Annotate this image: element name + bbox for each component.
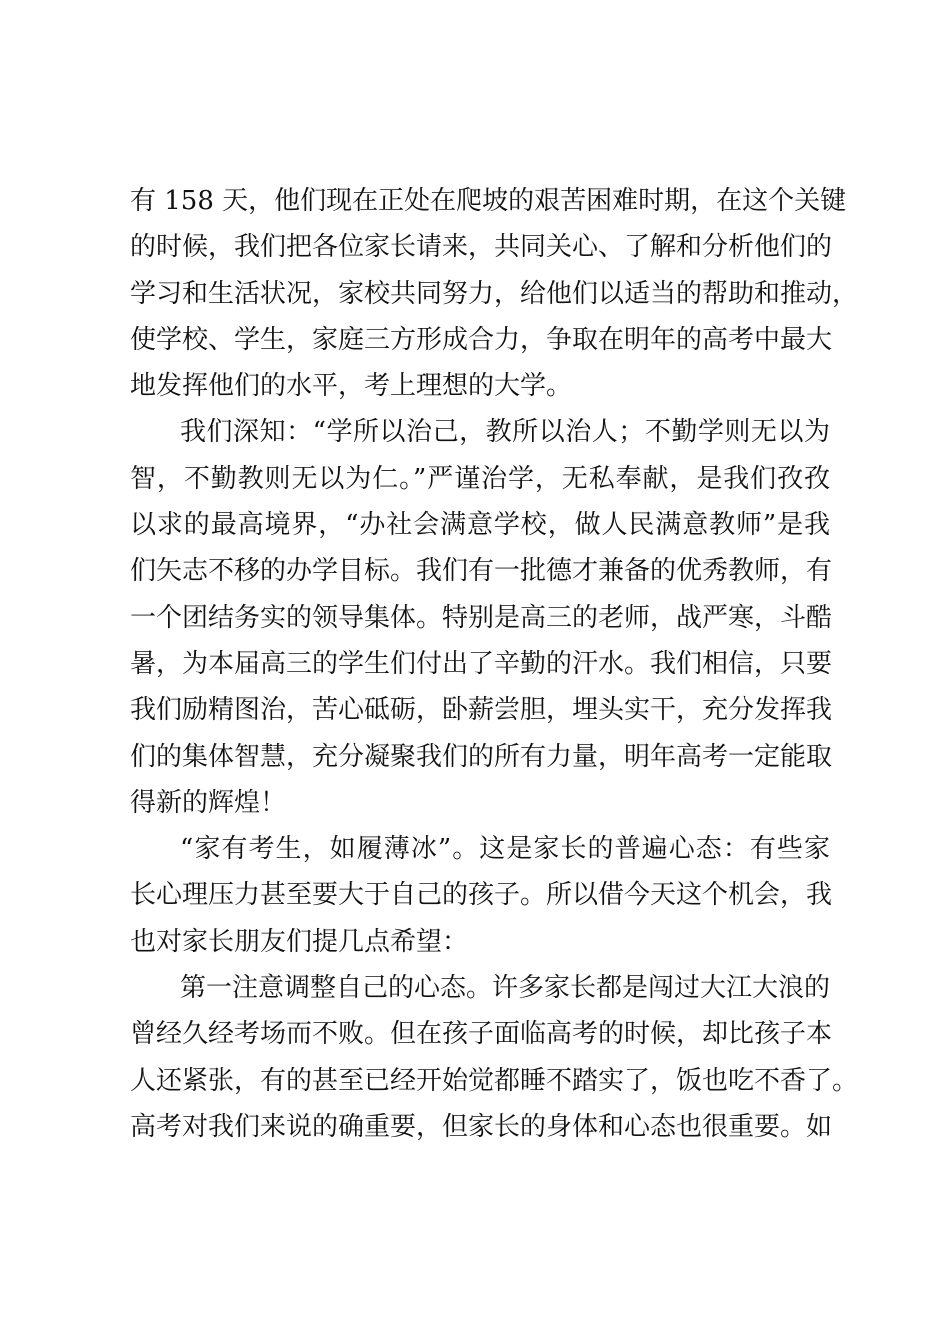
text-line: 人还紧张，有的甚至已经开始觉都睡不踏实了，饭也吃不香了。	[130, 1065, 859, 1096]
text-line: 的时候，我们把各位家长请来，共同关心、了解和分析他们的	[130, 232, 833, 263]
text-line: 地发挥他们的水平，考上理想的大学。	[130, 371, 573, 402]
text-line: 曾经久经考场而不败。但在孩子面临高考的时候，却比孩子本	[130, 1019, 833, 1050]
text-line: 长心理压力甚至要大于自己的孩子。所以借今天这个机会，我	[130, 880, 833, 911]
body-text	[130, 178, 859, 1150]
text-line: 暑，为本届高三的学生们付出了辛勤的汗水。我们相信，只要	[130, 648, 833, 679]
text-line: 智，不勤教则无以为仁。”严谨治学，无私奉献，是我们孜孜	[130, 463, 830, 494]
text-line: 们矢志不移的办学目标。我们有一批德才兼备的优秀教师，有	[130, 556, 833, 587]
text-line: 一个团结务实的领导集体。特别是高三的老师，战严寒，斗酷	[130, 602, 833, 633]
text-line: 高考对我们来说的确重要，但家长的身体和心态也很重要。如	[130, 1111, 833, 1142]
text-line: 也对家长朋友们提几点希望：	[130, 926, 469, 957]
text-line: 第一注意调整自己的心态。许多家长都是闯过大江大浪的	[180, 973, 831, 1004]
text-line: 有 158 天，他们现在正处在爬坡的艰苦困难时期，在这个关键	[130, 186, 847, 216]
text-line: “家有考生，如履薄冰”。这是家长的普遍心态：有些家	[180, 834, 830, 865]
text-line: 我们励精图治，苦心砥砺，卧薪尝胆，埋头实干，充分发挥我	[130, 695, 833, 726]
text-line: 学习和生活状况，家校共同努力，给他们以适当的帮助和推动，	[130, 278, 859, 309]
text-line: 得新的辉煌！	[130, 787, 287, 818]
text-line: 我们深知：“学所以治己，教所以治人；不勤学则无以为	[180, 417, 830, 448]
text-line: 使学校、学生，家庭三方形成合力，争取在明年的高考中最大	[130, 324, 833, 355]
text-line: 以求的最高境界，“办社会满意学校，做人民满意教师”是我	[130, 510, 830, 541]
text-line: 们的集体智慧，充分凝聚我们的所有力量，明年高考一定能取	[130, 741, 833, 772]
